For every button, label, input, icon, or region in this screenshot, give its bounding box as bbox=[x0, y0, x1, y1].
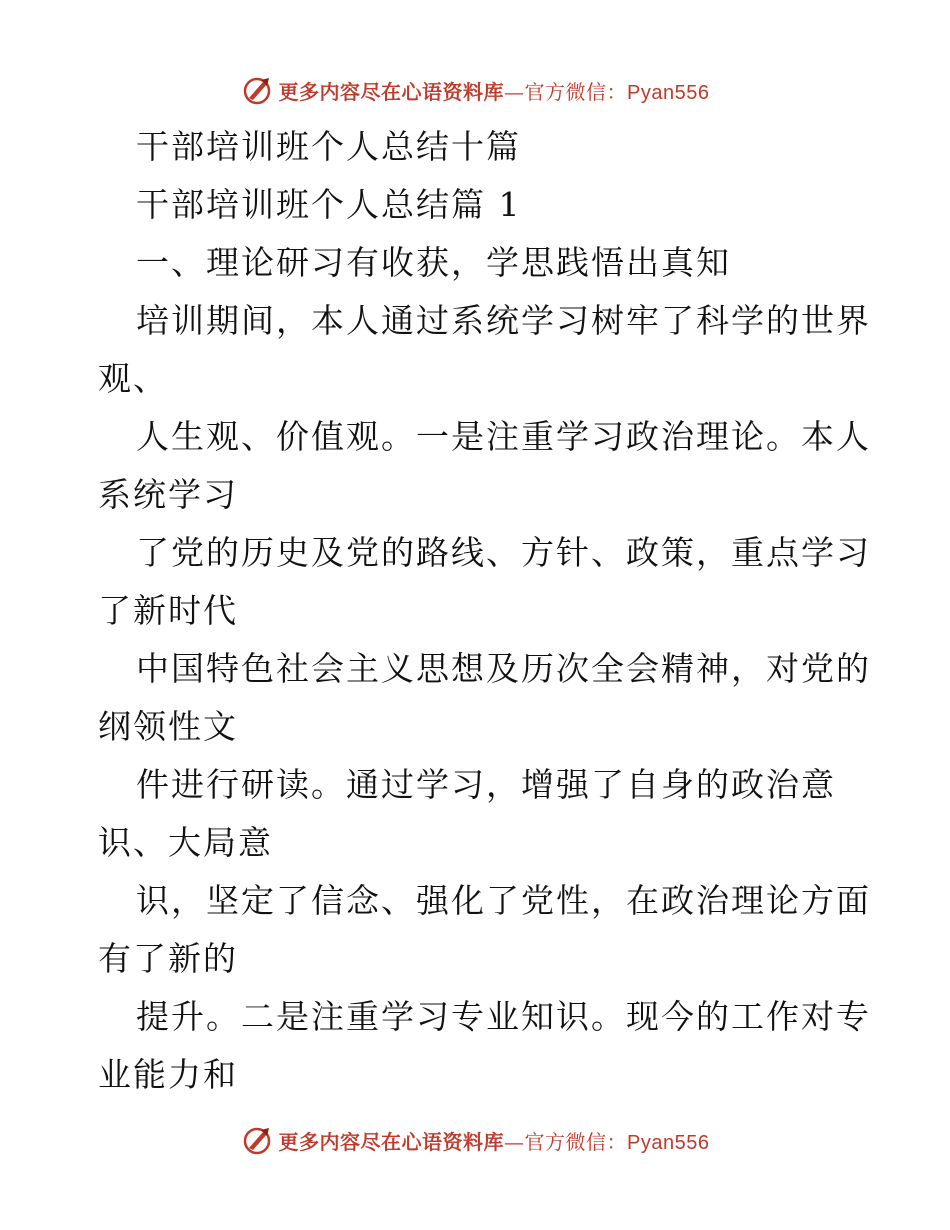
paragraph-line: 有了新的 bbox=[98, 939, 238, 978]
paragraph-line: 人生观、价值观。一是注重学习政治理论。本人 bbox=[136, 417, 871, 456]
pen-logo-icon bbox=[241, 1124, 273, 1156]
paragraph-line: 中国特色社会主义思想及历次全会精神，对党的 bbox=[136, 649, 871, 688]
watermark-wechat-id: Pyan556 bbox=[627, 1131, 710, 1154]
paragraph-line: 识，坚定了信念、强化了党性，在政治理论方面 bbox=[136, 881, 871, 920]
watermark-wechat-id: Pyan556 bbox=[627, 81, 710, 104]
header-watermark bbox=[0, 70, 950, 110]
watermark-text bbox=[279, 76, 710, 105]
paragraph-line: 纲领性文 bbox=[98, 707, 238, 746]
document-body bbox=[98, 118, 871, 1104]
paragraph-line: 培训期间，本人通过系统学习树牢了科学的世界 bbox=[136, 301, 871, 340]
pen-logo-icon bbox=[241, 74, 273, 106]
paragraph-line: 观、 bbox=[98, 359, 168, 398]
document-title: 干部培训班个人总结十篇 bbox=[136, 127, 521, 166]
document-subtitle: 干部培训班个人总结篇 1 bbox=[136, 185, 522, 224]
paragraph-line: 提升。二是注重学习专业知识。现今的工作对专 bbox=[136, 997, 871, 1036]
watermark-site: 更多内容尽在心语资料库 bbox=[278, 1129, 505, 1154]
paragraph-line: 了党的历史及党的路线、方针、政策，重点学习 bbox=[136, 533, 871, 572]
paragraph-line: 识、大局意 bbox=[98, 823, 273, 862]
watermark-official: 官方微信： bbox=[524, 1129, 628, 1154]
paragraph-line: 了新时代 bbox=[98, 591, 238, 630]
footer-watermark bbox=[0, 1120, 950, 1160]
paragraph-line: 件进行研读。通过学习，增强了自身的政治意 bbox=[136, 765, 836, 804]
watermark-official: 官方微信： bbox=[524, 79, 628, 104]
watermark-dash: — bbox=[504, 79, 525, 104]
paragraph-line: 业能力和 bbox=[98, 1055, 238, 1094]
section-heading: 一、理论研习有收获，学思践悟出真知 bbox=[136, 243, 731, 282]
watermark-text bbox=[279, 1126, 710, 1155]
watermark-site: 更多内容尽在心语资料库 bbox=[278, 79, 505, 104]
watermark-dash: — bbox=[504, 1129, 525, 1154]
paragraph-line: 系统学习 bbox=[98, 475, 238, 514]
